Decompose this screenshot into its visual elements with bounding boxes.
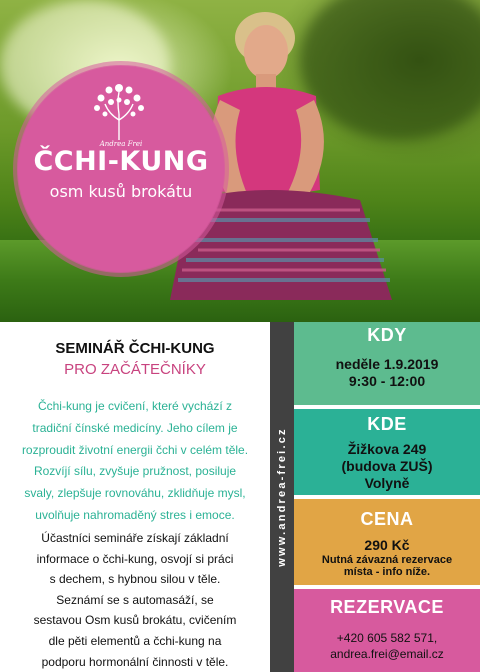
text-line: rozproudit životní energii čchi v celém těle. — [21, 442, 249, 457]
text-line: Čchi-kung je cvičení, které vychází z — [37, 399, 233, 413]
intro-paragraph — [8, 396, 262, 527]
text-line: s dechem, s hybnou silou v těle. — [49, 572, 221, 587]
where-heading: KDE — [367, 414, 407, 434]
address-city: Volyně — [364, 475, 410, 491]
details-paragraph — [8, 528, 262, 672]
text-line: dle pěti elementů a čchi-kung na — [48, 633, 222, 648]
event-time: 9:30 - 12:00 — [348, 373, 426, 389]
reservation-heading: REZERVACE — [330, 597, 444, 617]
tree-logo-icon — [87, 80, 151, 142]
phone-number: +420 605 582 571, — [336, 631, 438, 645]
website-label — [270, 322, 294, 672]
seminar-description — [0, 322, 270, 672]
price-heading: CENA — [360, 509, 414, 529]
price-note: Nutná závazná rezervace — [321, 554, 453, 566]
text-line: tradiční čínské medicíny. Jeho cílem je — [32, 420, 238, 435]
page-title: ČCHI-KUNG — [33, 146, 209, 177]
price-value: 290 Kč — [364, 537, 410, 553]
text-line: Účastníci semináře získají základní — [41, 531, 229, 545]
text-line: sestavou Osm kusů brokátu, cvičením — [33, 613, 237, 628]
reservation-box — [294, 589, 480, 672]
text-line: Seznámí se s automasáží, se — [56, 592, 214, 607]
signature: Andrea Frei — [99, 140, 143, 148]
website-text: www.andrea-frei.cz — [276, 427, 288, 567]
text-line: Rozvíjí sílu, zvyšuje pružnost, posiluje — [33, 464, 237, 479]
text-line: uvolňuje nahromaděný stres i emoce. — [35, 507, 235, 522]
seminar-subtitle: PRO ZAČÁTEČNÍKY — [64, 361, 206, 378]
text-line: informace o čchi-kung, osvojí si práci — [36, 551, 234, 566]
when-box — [294, 322, 480, 405]
address-street: Žižkova 249 — [347, 441, 427, 457]
address-building: (budova ZUŠ) — [341, 458, 433, 474]
page-subtitle: osm kusů brokátu — [49, 182, 193, 201]
price-box — [294, 499, 480, 585]
text-line: podporu hormonální činnosti v těle. — [41, 654, 229, 669]
where-box — [294, 409, 480, 495]
text-line: svaly, zlepšuje rovnováhu, zklidňuje mysl, — [24, 486, 246, 501]
price-note: místa - info níže. — [343, 566, 431, 578]
when-heading: KDY — [367, 325, 407, 345]
hero-photo — [0, 0, 480, 322]
event-date: neděle 1.9.2019 — [335, 356, 439, 372]
email-address: andrea.frei@email.cz — [330, 647, 444, 661]
title-badge — [18, 66, 224, 272]
seminar-title: SEMINÁŘ ČCHI-KUNG — [55, 340, 215, 357]
